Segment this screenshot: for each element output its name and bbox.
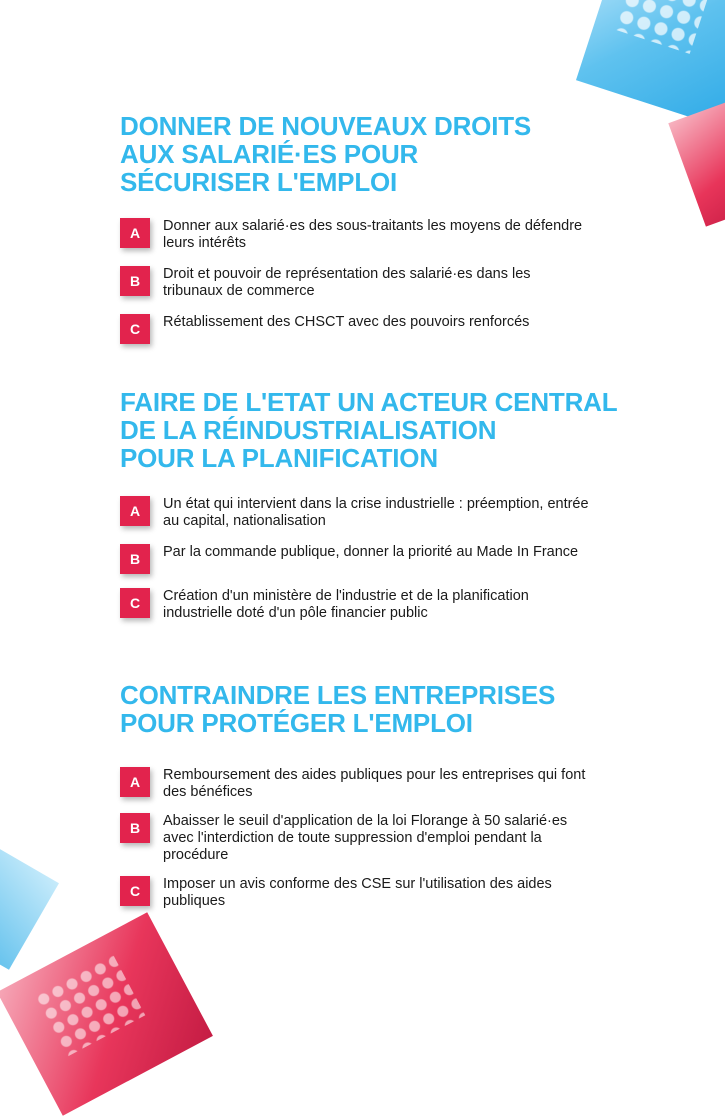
letter-badge: A	[120, 767, 150, 797]
section-etat-acteur	[120, 388, 660, 636]
item-text: Création d'un ministère de l'industrie et de la planification industrielle doté d'un pôle financier public	[163, 588, 529, 621]
list-item	[120, 218, 660, 252]
section-contraindre-entreprises	[120, 681, 660, 922]
item-text: Droit et pouvoir de représentation des salarié·es dans les tribunaux de commerce	[163, 266, 531, 299]
decorative-pink-corner-bottom	[0, 912, 213, 1115]
item-text: Par la commande publique, donner la priorité au Made In France	[163, 544, 579, 560]
heading-line: CONTRAINDRE LES ENTREPRISES	[120, 680, 556, 710]
list-item	[120, 544, 660, 574]
section-heading	[120, 681, 660, 737]
item-text: Rétablissement des CHSCT avec des pouvoirs renforcés	[163, 314, 530, 330]
letter-badge: B	[120, 544, 150, 574]
heading-line: AUX SALARIÉ·ES POUR	[120, 139, 419, 169]
heading-line: DE LA RÉINDUSTRIALISATION	[120, 415, 497, 445]
item-text: Un état qui intervient dans la crise industrielle : préemption, entrée au capital, nationalisation	[163, 496, 589, 529]
letter-badge: B	[120, 266, 150, 296]
list-item	[120, 496, 660, 530]
list-item	[120, 266, 660, 300]
heading-line: SÉCURISER L'EMPLOI	[120, 167, 398, 197]
item-text: Donner aux salarié·es des sous-traitants les moyens de défendre leurs intérêts	[163, 218, 583, 251]
list-item	[120, 767, 660, 801]
list-item	[120, 314, 660, 344]
list-item	[120, 588, 660, 622]
decorative-pink-corner-top	[668, 99, 725, 226]
section-droits-salaries	[120, 112, 660, 358]
item-text: Abaisser le seuil d'application de la loi Florange à 50 salarié·es avec l'interdiction de toute suppression d'emploi pendant la procédure	[163, 813, 568, 863]
letter-badge: A	[120, 218, 150, 248]
heading-line: FAIRE DE L'ETAT UN ACTEUR CENTRAL	[120, 387, 618, 417]
measure-list	[120, 218, 660, 344]
heading-line: POUR PROTÉGER L'EMPLOI	[120, 708, 473, 738]
item-text: Remboursement des aides publiques pour les entreprises qui font des bénéfices	[163, 767, 586, 800]
heading-line: POUR LA PLANIFICATION	[120, 443, 438, 473]
list-item	[120, 876, 660, 910]
list-item	[120, 813, 660, 864]
heading-line: DONNER DE NOUVEAUX DROITS	[120, 111, 532, 141]
section-heading	[120, 388, 660, 472]
letter-badge: B	[120, 813, 150, 843]
measure-list	[120, 496, 660, 622]
letter-badge: A	[120, 496, 150, 526]
letter-badge: C	[120, 314, 150, 344]
section-heading	[120, 112, 660, 196]
letter-badge: C	[120, 588, 150, 618]
decorative-blue-corner-bottom	[0, 838, 59, 970]
letter-badge: C	[120, 876, 150, 906]
measure-list	[120, 767, 660, 910]
item-text: Imposer un avis conforme des CSE sur l'utilisation des aides publiques	[163, 876, 552, 909]
